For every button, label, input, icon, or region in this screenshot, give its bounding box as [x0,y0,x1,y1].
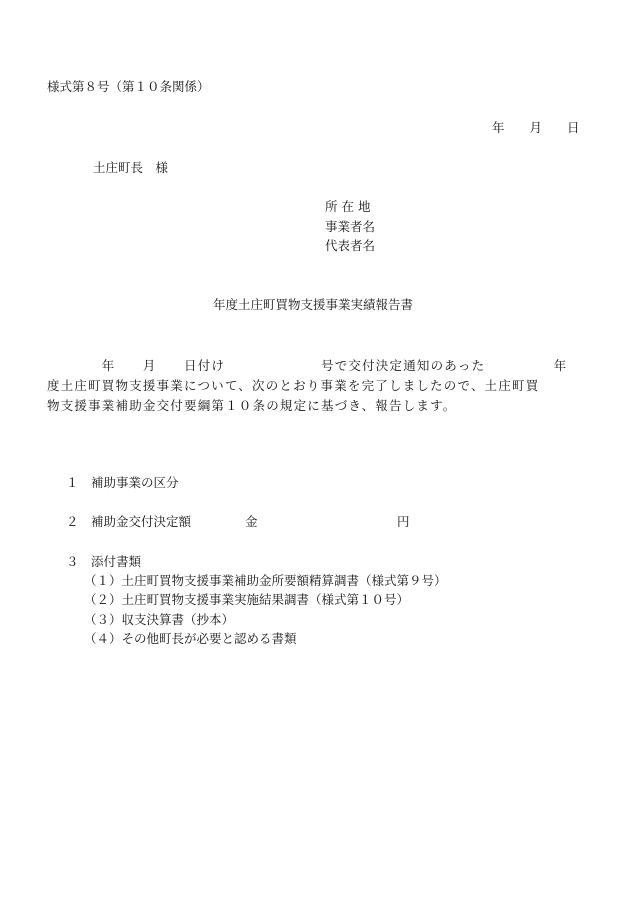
address-label: 所 在 地 [325,199,371,214]
yen-unit: 円 [397,514,410,529]
item-subsidy-amount-label: ２ 補助金交付決定額 [66,514,192,529]
body-line-3: 物支援事業補助金交付要綱第１０条の規定に基づき、報告します。 [47,398,457,413]
attachment-item-4: （４）その他町長が必要と認める書類 [84,631,297,646]
report-body [47,356,603,416]
addressee: 土庄町長 様 [93,160,169,175]
item-subsidy-category: １ 補助事業の区分 [66,475,179,490]
attachment-item-3: （３）収支決算書（抄本） [84,612,235,627]
form-number: 様式第８号（第１０条関係） [47,79,210,94]
body-line-2: 度土庄町買物支援事業について、次のとおり事業を完了しましたので、土庄町買 [47,378,540,393]
body-line-1: 年 月 日付け 号で交付決定通知のあった 年 [47,358,568,373]
yen-prefix: 金 [245,514,258,529]
attachment-item-1: （１）土庄町買物支援事業補助金所要額精算調書（様式第９号） [84,573,447,588]
representative-label: 代表者名 [325,238,376,253]
document-title: 年度土庄町買物支援事業実績報告書 [213,297,414,312]
item-attachments-heading: ３ 添付書類 [66,554,142,569]
date-line: 年 月 日 [492,120,580,135]
business-name-label: 事業者名 [325,219,376,234]
attachment-item-2: （２）土庄町買物支援事業実施結果調書（様式第１０号） [84,592,410,607]
